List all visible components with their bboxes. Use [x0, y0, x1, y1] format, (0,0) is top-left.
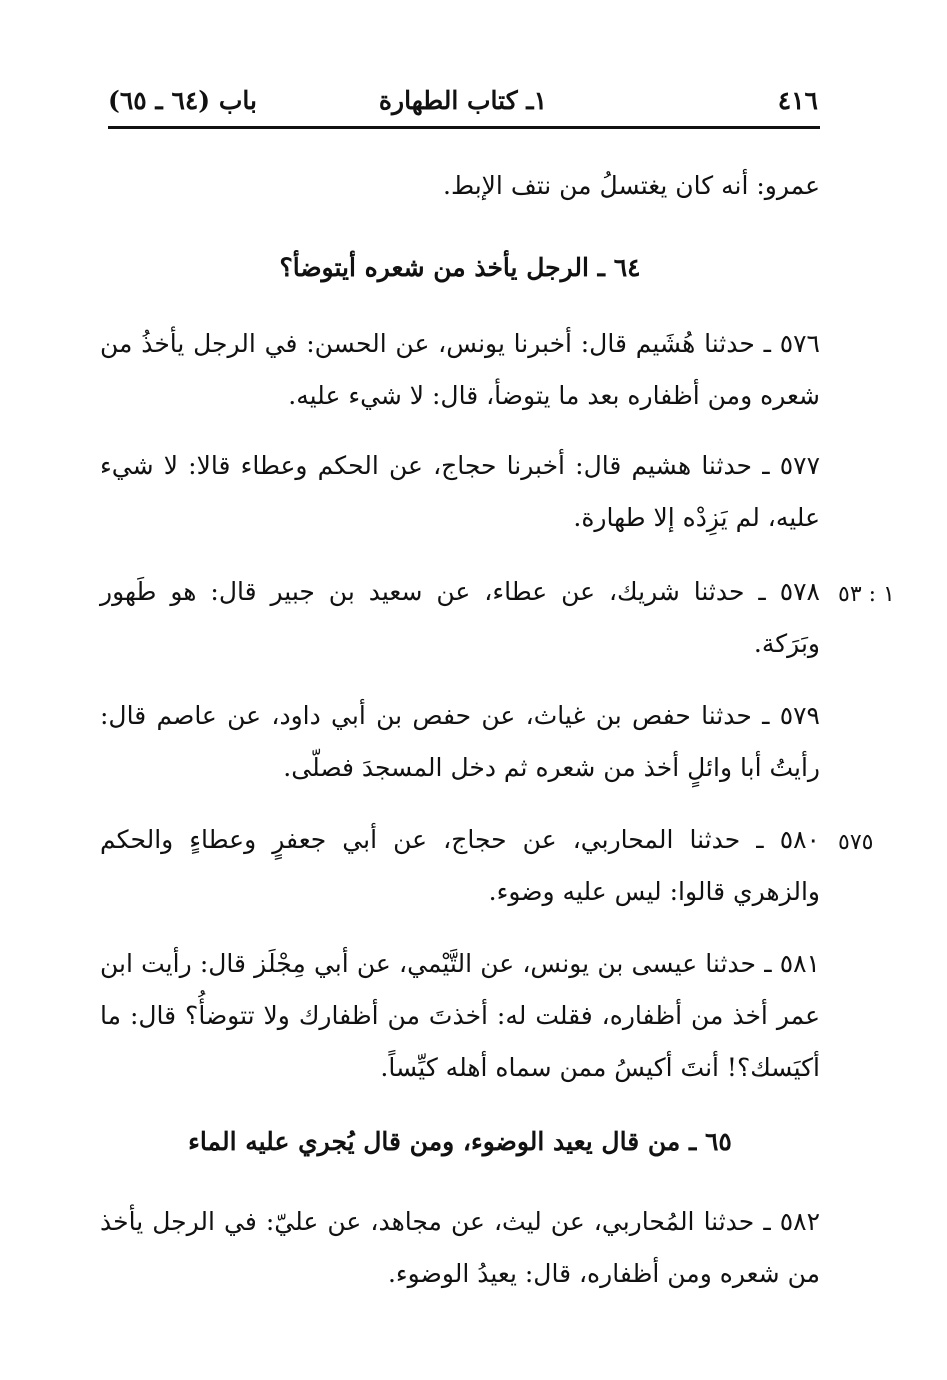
hadith-text: حدثنا المُحاربي، عن ليث، عن مجاهد، عن عليّ: في الرجل يأخذ من شعره ومن أظفاره، قال: يعيدُ الوضوء. — [100, 1207, 820, 1288]
intro-paragraph: عمرو: أنه كان يغتسلُ من نتف الإبط. — [443, 171, 820, 200]
hadith-number: ٥٨١ — [779, 949, 820, 978]
hadith-580: ٥٨٠ ـ حدثنا المحاربي، عن حجاج، عن أبي جعفرٍ وعطاءٍ والحكم والزهري قالوا: ليس عليه وضوء. — [100, 825, 820, 906]
margin-reference: ١ : ٥٣ — [838, 582, 895, 607]
hadith-number: ٥٧٦ — [779, 329, 820, 358]
section-heading-65: ٦٥ ـ من قال يعيد الوضوء، ومن قال يُجري عليه الماء — [188, 1127, 732, 1156]
hadith-number: ٥٨٢ — [779, 1207, 821, 1236]
hadith-text: حدثنا هُشَيم قال: أخبرنا يونس، عن الحسن: في الرجل يأخذُ من شعره ومن أظفاره بعد ما يتوضأ، قال: لا شيء عليه. — [100, 329, 820, 410]
hadith-text: حدثنا عيسى بن يونس، عن التَّيْمي، عن أبي مِجْلَز قال: رأيت ابن عمر أخذ من أظفاره، فقلت له: أخذتَ من أظفارك ولا تتوضأُ؟ قال: ما أكيَسك؟! أنتَ أكيسُ ممن سماه أهله كيِّساً. — [100, 949, 820, 1082]
hadith-text: حدثنا حفص بن غياث، عن حفص بن أبي داود، عن عاصم قال: رأيتُ أبا وائلٍ أخذ من شعره ثم دخل المسجدَ فصلّى. — [100, 701, 820, 782]
hadith-582: ٥٨٢ ـ حدثنا المُحاربي، عن ليث، عن مجاهد، عن عليّ: في الرجل يأخذ من شعره ومن أظفاره، قال: يعيدُ الوضوء. — [100, 1207, 821, 1288]
hadith-text: حدثنا المحاربي، عن حجاج، عن أبي جعفرٍ وعطاءٍ والحكم والزهري قالوا: ليس عليه وضوء. — [100, 825, 820, 906]
hadith-number: ٥٨٠ — [779, 825, 820, 854]
hadith-number: ٥٧٩ — [779, 701, 820, 730]
chapter-range: باب (٦٤ ـ ٦٥) — [108, 86, 257, 115]
section-heading-64: ٦٤ ـ الرجل يأخذ من شعره أيتوضأ؟ — [279, 253, 641, 282]
hadith-text: حدثنا هشيم قال: أخبرنا حجاج، عن الحكم وعطاء قالا: لا شيء عليه، لم يَزِدْه إلا طهارة. — [100, 451, 820, 532]
hadith-578: ٥٧٨ ـ حدثنا شريك، عن عطاء، عن سعيد بن جبير قال: هو طَهور وبَرَكة. — [100, 577, 820, 658]
hadith-577: ٥٧٧ ـ حدثنا هشيم قال: أخبرنا حجاج، عن الحكم وعطاء قالا: لا شيء عليه، لم يَزِدْه إلا طهارة. — [100, 451, 821, 532]
page-header — [108, 82, 818, 122]
hadith-576: ٥٧٦ ـ حدثنا هُشَيم قال: أخبرنا يونس، عن الحسن: في الرجل يأخذُ من شعره ومن أظفاره بعد ما يتوضأ، قال: لا شيء عليه. — [100, 329, 820, 410]
book-title: ١ـ كتاب الطهارة — [378, 86, 548, 115]
margin-reference: ٥٧٥ — [838, 830, 874, 855]
hadith-number: ٥٧٨ — [779, 577, 820, 606]
hadith-number: ٥٧٧ — [779, 451, 821, 480]
hadith-579: ٥٧٩ ـ حدثنا حفص بن غياث، عن حفص بن أبي داود، عن عاصم قال: رأيتُ أبا وائلٍ أخذ من شعره ثم دخل المسجدَ فصلّى. — [100, 701, 820, 782]
hadith-581: ٥٨١ ـ حدثنا عيسى بن يونس، عن التَّيْمي، عن أبي مِجْلَز قال: رأيت ابن عمر أخذ من أظفاره، فقلت له: أخذتَ من أظفارك ولا تتوضأُ؟ قال: ما أكيَسك؟! أنتَ أكيسُ ممن سماه أهله كيِّساً. — [100, 949, 820, 1082]
header-rule — [108, 126, 820, 129]
page-number: ٤١٦ — [777, 86, 818, 115]
hadith-text: حدثنا شريك، عن عطاء، عن سعيد بن جبير قال: هو طَهور وبَرَكة. — [100, 577, 820, 658]
